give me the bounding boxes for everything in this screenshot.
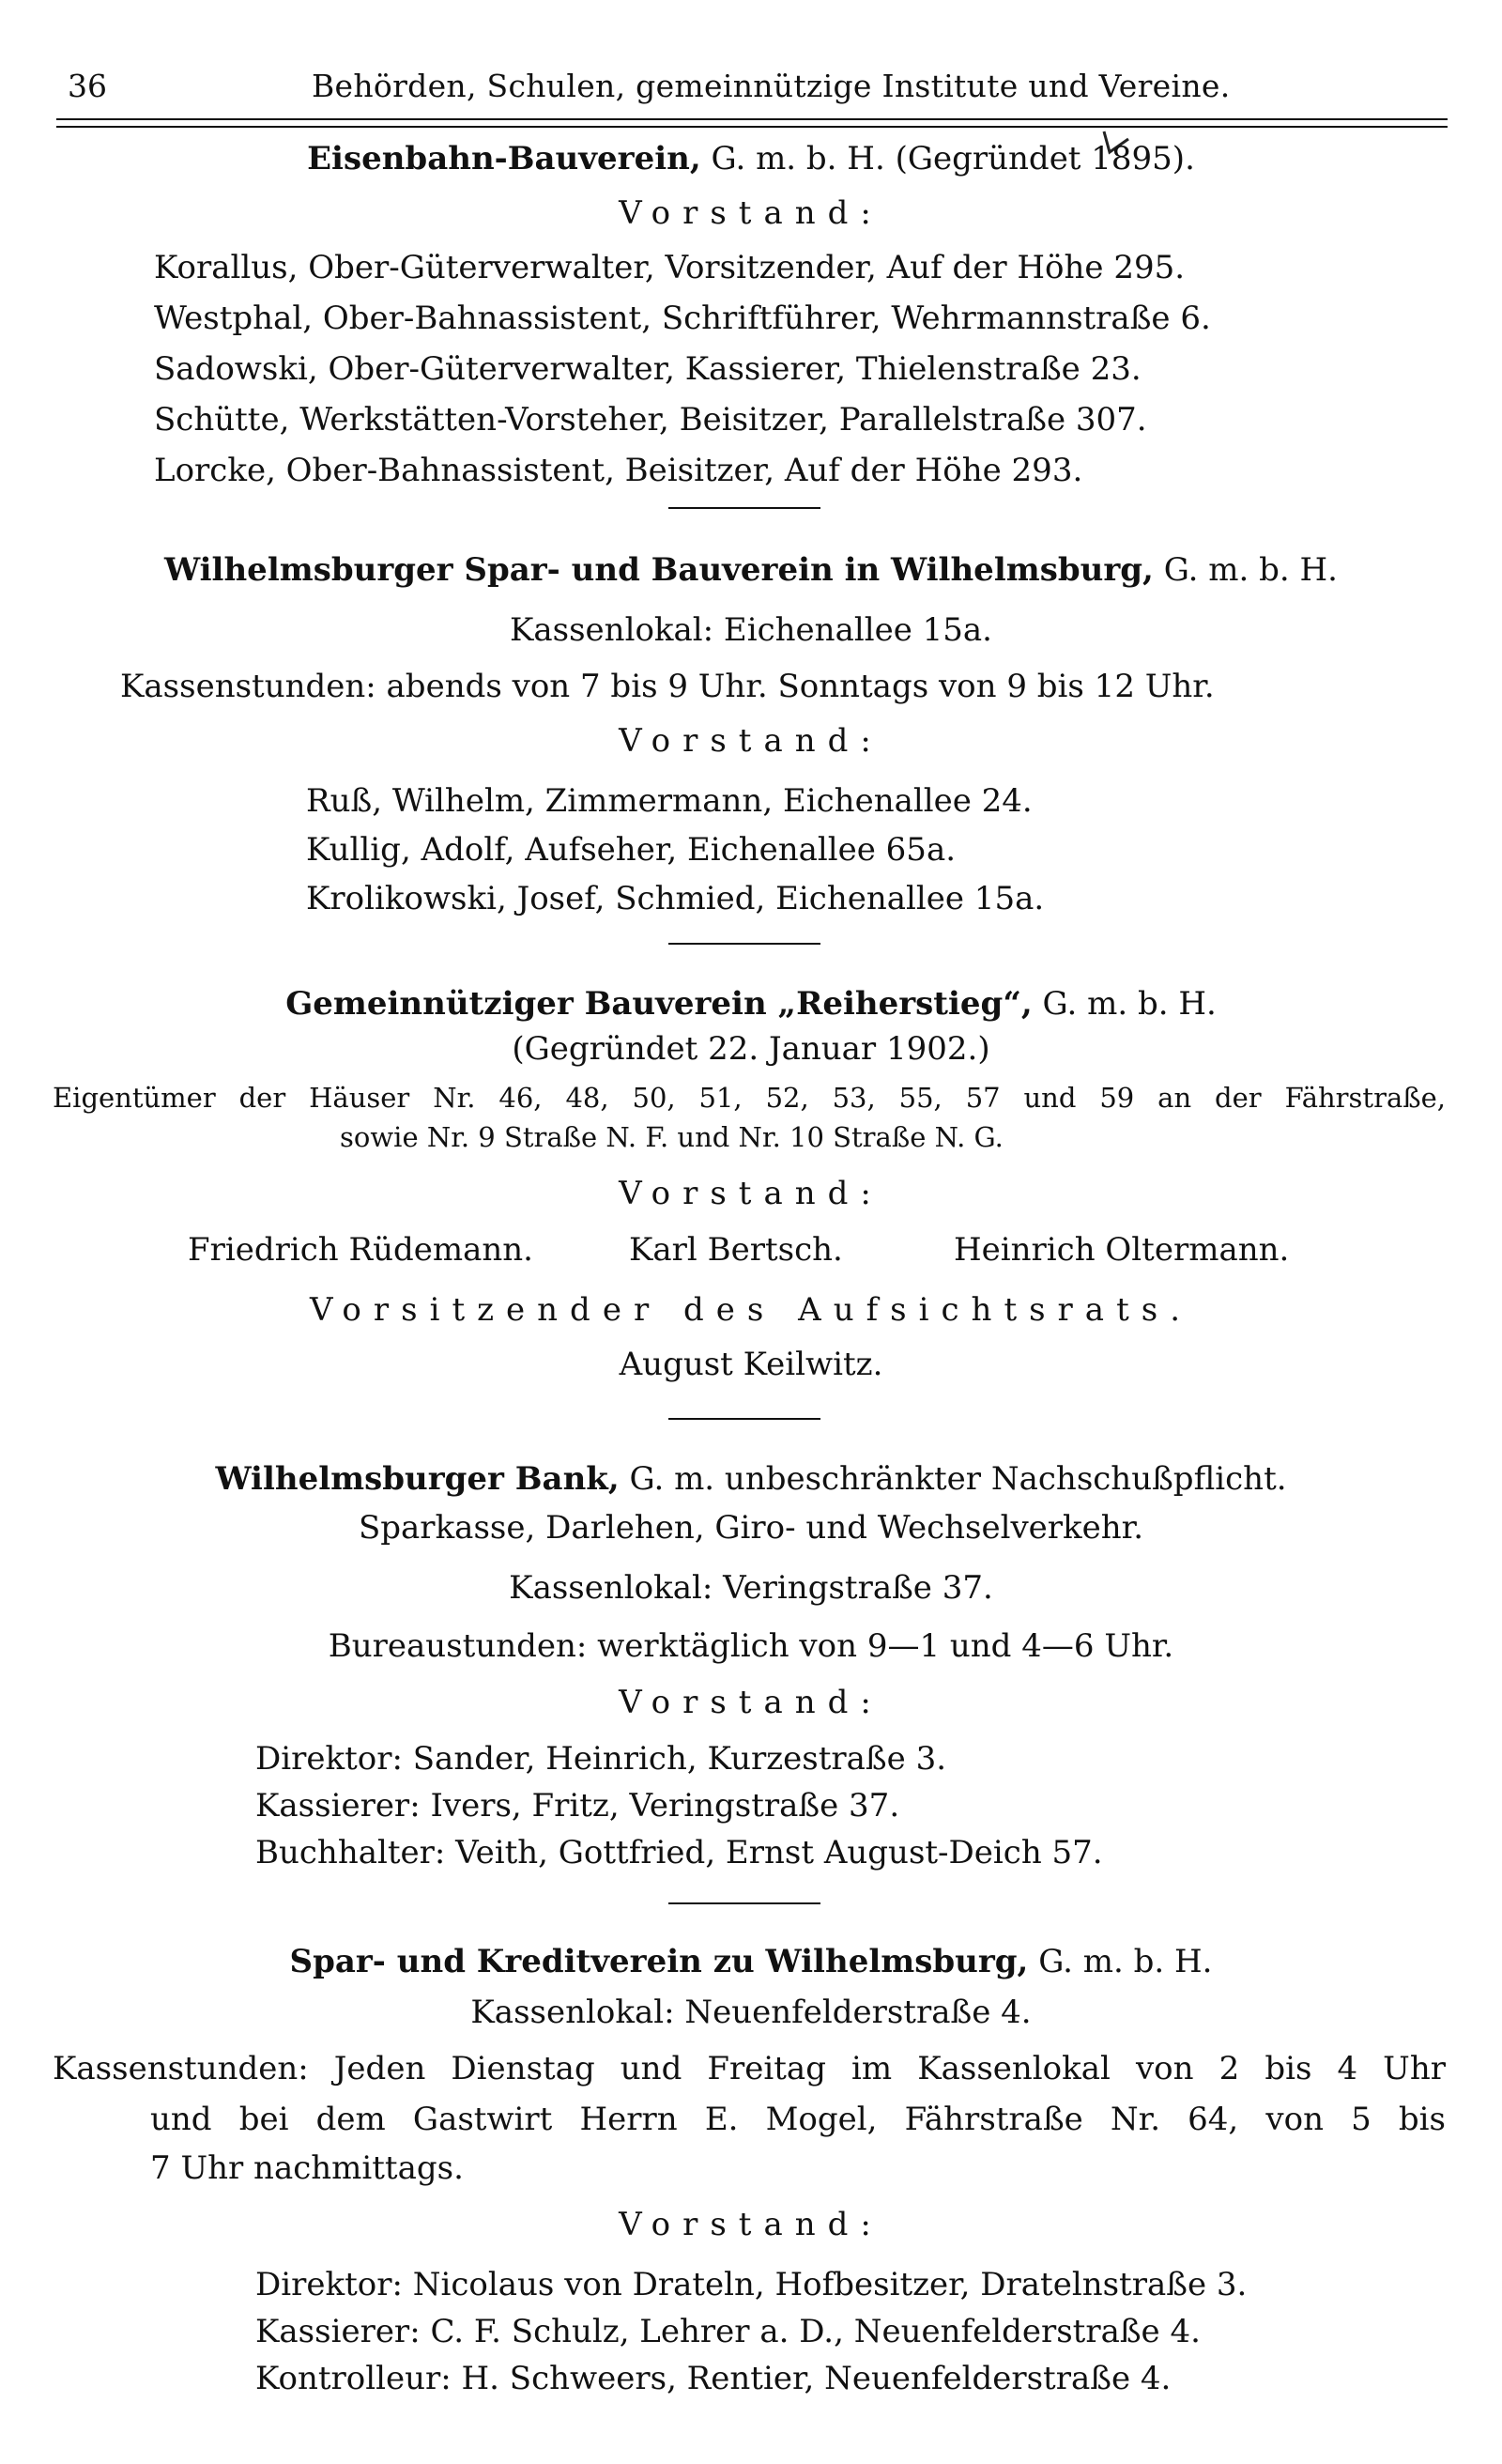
section-heading: Eisenbahn-Bauverein, G. m. b. H. (Gegründet 1895). [307, 140, 1195, 177]
kassenstunden-line: und bei dem Gastwirt Herrn E. Mogel, Fährstraße Nr. 64, von 5 bis [150, 2101, 1446, 2138]
header-rule-double [56, 126, 1448, 128]
section-divider [668, 1418, 820, 1420]
owner-line: Eigentümer der Häuser Nr. 46, 48, 50, 51, 52, 53, 55, 57 und 59 an der Fährstraße, [53, 1082, 1446, 1114]
member-line: Korallus, Ober-Güterverwalter, Vorsitzender, Auf der Höhe 295. [154, 249, 1186, 286]
kassenstunden-line: 7 Uhr nachmittags. [150, 2149, 464, 2187]
page-number: 36 [68, 68, 107, 104]
section-divider [668, 507, 820, 509]
member-line: Schütte, Werkstätten-Vorsteher, Beisitzer, Parallelstraße 307. [154, 401, 1147, 439]
chair-label: Vorsitzender des Aufsichtsrats. [309, 1291, 1192, 1329]
kassenstunden-line: Kassenstunden: Jeden Dienstag und Freitag im Kassenlokal von 2 bis 4 Uhr [53, 2050, 1446, 2087]
member-name: Karl Bertsch. [629, 1231, 843, 1269]
member-line: Direktor: Nicolaus von Drateln, Hofbesitzer, Dratelnstraße 3. [255, 2266, 1248, 2303]
vorstand-label: Vorstand: [619, 722, 883, 760]
member-name: Heinrich Oltermann. [954, 1231, 1290, 1269]
vorstand-label: Vorstand: [619, 194, 883, 232]
section-divider [668, 1902, 820, 1904]
section-heading: Spar- und Kreditverein zu Wilhelmsburg, G. m. b. H. [289, 1943, 1213, 1980]
vorstand-label: Vorstand: [619, 2206, 883, 2243]
vorstand-label: Vorstand: [619, 1175, 883, 1212]
running-title: Behörden, Schulen, gemeinnützige Institute und Vereine. [312, 68, 1231, 104]
member-line: Kassierer: Ivers, Fritz, Veringstraße 37. [255, 1787, 900, 1825]
section-heading: Wilhelmsburger Spar- und Bauverein in Wilhelmsburg, G. m. b. H. [164, 551, 1338, 589]
vorstand-label: Vorstand: [619, 1684, 883, 1721]
member-line: Direktor: Sander, Heinrich, Kurzestraße 3. [255, 1740, 947, 1778]
member-line: Kullig, Adolf, Aufseher, Eichenallee 65a. [306, 831, 957, 869]
member-line: Lorcke, Ober-Bahnassistent, Beisitzer, Auf der Höhe 293. [154, 452, 1083, 489]
services-line: Sparkasse, Darlehen, Giro- und Wechselverkehr. [358, 1509, 1144, 1547]
kassenlokal-line: Kassenlokal: Veringstraße 37. [509, 1569, 993, 1607]
member-line: Sadowski, Ober-Güterverwalter, Kassierer, Thielenstraße 23. [154, 350, 1142, 388]
owner-line: sowie Nr. 9 Straße N. F. und Nr. 10 Straße N. G. [340, 1121, 1004, 1153]
kassenlokal-line: Kassenlokal: Neuenfelderstraße 4. [470, 1994, 1032, 2031]
member-name: Friedrich Rüdemann. [188, 1231, 533, 1269]
member-line: Westphal, Ober-Bahnassistent, Schriftführer, Wehrmannstraße 6. [154, 300, 1211, 337]
section-heading: Wilhelmsburger Bank, G. m. unbeschränkter Nachschußpflicht. [215, 1460, 1287, 1498]
member-line: Buchhalter: Veith, Gottfried, Ernst August-Deich 57. [255, 1834, 1103, 1871]
bureaustunden-line: Bureaustunden: werktäglich von 9—1 und 4—6 Uhr. [328, 1627, 1174, 1665]
page-header [68, 64, 1444, 118]
founded-line: (Gegründet 22. Januar 1902.) [512, 1030, 990, 1068]
member-line: Krolikowski, Josef, Schmied, Eichenallee 15a. [306, 880, 1045, 917]
kassenstunden-line: Kassenstunden: abends von 7 bis 9 Uhr. Sonntags von 9 bis 12 Uhr. [120, 668, 1215, 705]
section-divider [668, 943, 820, 945]
member-line: Kassierer: C. F. Schulz, Lehrer a. D., Neuenfelderstraße 4. [255, 2313, 1201, 2350]
kassenlokal-line: Kassenlokal: Eichenallee 15a. [509, 611, 992, 649]
chair-name: August Keilwitz. [619, 1346, 883, 1383]
member-line: Kontrolleur: H. Schweers, Rentier, Neuenfelderstraße 4. [255, 2360, 1172, 2397]
section-heading: Gemeinnütziger Bauverein „Reiherstieg“, G. m. b. H. [285, 985, 1217, 1023]
member-line: Ruß, Wilhelm, Zimmermann, Eichenallee 24. [306, 782, 1033, 820]
header-rule [56, 118, 1448, 120]
